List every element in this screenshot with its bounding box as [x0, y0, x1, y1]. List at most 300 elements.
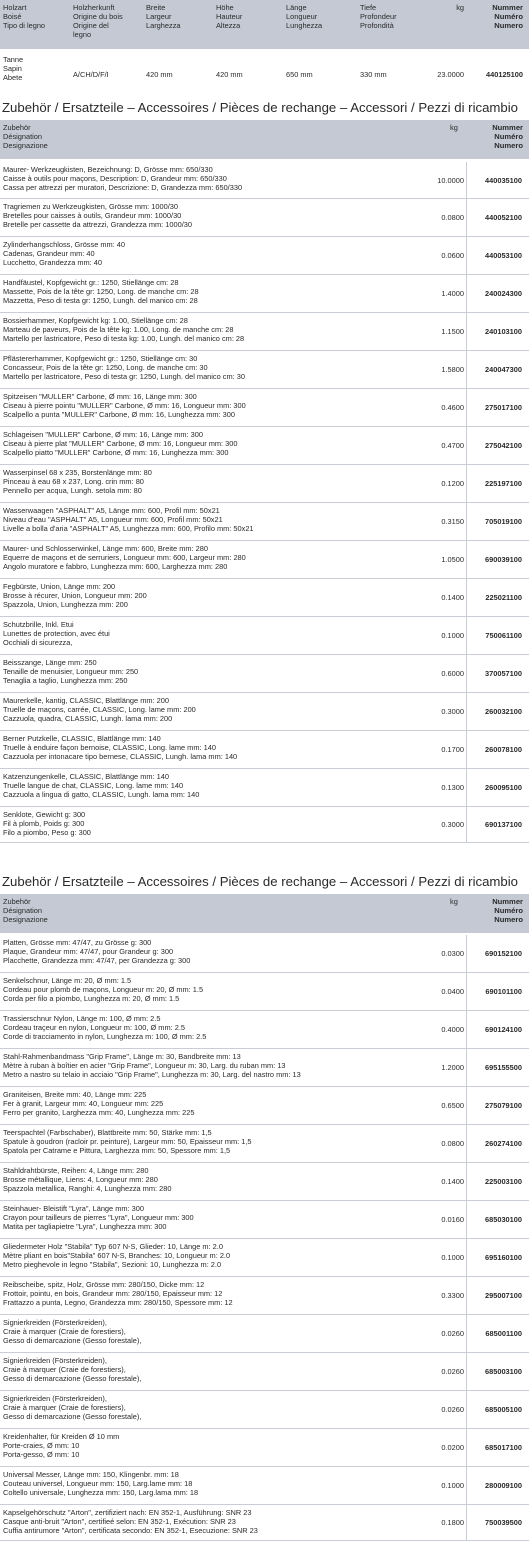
description-line: Truelle à enduire façon bernoise, CLASSIC, Long. lame mm: 140 — [3, 743, 216, 753]
description-line: Bretelle per cassette da attrezzi, Grandezza mm: 1000/30 — [3, 220, 192, 230]
header-width — [146, 3, 216, 49]
column-divider — [466, 973, 467, 1010]
description-line: Signierkreiden (Försterkreiden), — [3, 1394, 107, 1403]
item-description — [3, 165, 421, 192]
wood-type — [3, 52, 73, 93]
header-text: Hauteur — [216, 12, 243, 22]
description-line: Signierkreiden (Försterkreiden), — [3, 1318, 107, 1327]
description-line: Signierkreiden (Försterkreiden), — [3, 1356, 107, 1365]
description-line: Tenaille de menuisier, Longueur mm: 250 — [3, 667, 139, 677]
item-number: 275079100 — [485, 1101, 522, 1110]
table-row — [0, 579, 529, 617]
item-weight: 0.4600 — [441, 403, 464, 412]
item-weight: 0.0260 — [441, 1405, 464, 1414]
description-line: Plaque, Grandeur mm: 47/47, pour Grandeur g: 300 — [3, 947, 174, 957]
item-weight: 0.4000 — [441, 1025, 464, 1034]
description-line: Universal Messer, Länge mm: 150, Klingenbr. mm: 18 — [3, 1470, 179, 1479]
product-row — [0, 49, 529, 93]
item-description — [3, 734, 421, 761]
item-description — [3, 468, 421, 495]
table-row — [0, 1391, 529, 1429]
item-weight: 0.6000 — [441, 669, 464, 678]
table-row — [0, 313, 529, 351]
table-row — [0, 655, 529, 693]
product-table-header — [0, 0, 529, 49]
depth-value: 330 mm — [360, 70, 387, 79]
item-description — [3, 1128, 421, 1155]
item-number: 690124100 — [485, 1025, 522, 1034]
description-line: Filo a piombo, Peso g: 300 — [3, 828, 91, 838]
item-description — [3, 544, 421, 571]
product-table — [0, 0, 529, 93]
item-description — [3, 1394, 421, 1421]
item-number: 440053100 — [485, 251, 522, 260]
header-wood-type — [3, 3, 73, 49]
header-length — [286, 3, 360, 49]
description-line: Concasseur, Pois de la tête gr: 1250, Long. de manche cm: 30 — [3, 363, 208, 373]
item-number: 750039500 — [485, 1518, 522, 1527]
column-divider — [466, 199, 467, 236]
header-number — [492, 123, 523, 150]
description-line: Kapselgehörschutz "Arton", zertifiziert nach: EN 352-1, Ausführung: SNR 23 — [3, 1508, 252, 1517]
item-number: 685005100 — [485, 1405, 522, 1414]
header-text: Holzart — [3, 3, 27, 12]
header-text: Longueur — [286, 12, 318, 22]
description-line: Steinhauer- Bleistift "Lyra", Länge mm: 300 — [3, 1204, 144, 1213]
item-description — [3, 976, 421, 1003]
item-number: 260095100 — [485, 783, 522, 792]
item-weight: 1.5800 — [441, 365, 464, 374]
table-row — [0, 693, 529, 731]
description-line: Porte-craies, Ø mm: 10 — [3, 1441, 80, 1451]
item-weight: 0.3000 — [441, 820, 464, 829]
kg-value: 23.0000 — [437, 70, 464, 79]
item-description — [3, 1508, 421, 1535]
item-weight: 0.1400 — [441, 1177, 464, 1186]
header-text: Origine du bois — [73, 12, 123, 22]
header-text: Holzherkunft — [73, 3, 115, 12]
description-line: Massette, Pois de la tête gr: 1250, Long. de manche cm: 28 — [3, 287, 199, 297]
table-row — [0, 275, 529, 313]
column-divider — [466, 351, 467, 388]
description-line: Maurerkelle, kantig, CLASSIC, Blattlänge mm: 200 — [3, 696, 169, 705]
header-text: Lunghezza — [286, 21, 323, 31]
header-kg: kg — [450, 123, 458, 132]
item-description — [3, 278, 421, 305]
header-text: Profondità — [360, 21, 394, 31]
description-line: Fegbürste, Union, Länge mm: 200 — [3, 582, 116, 591]
item-weight: 0.0800 — [441, 1139, 464, 1148]
description-line: Martello per lastricatore, Peso di testa kg: 1.00, Lungh. del manico cm: 28 — [3, 334, 245, 344]
item-description — [3, 1052, 421, 1079]
description-line: Lunettes de protection, avec étui — [3, 629, 110, 639]
header-text: Larghezza — [146, 21, 181, 31]
description-line: Gliedermeter Holz "Stabila" Typ 607 N-S, Glieder: 10, Länge m: 2.0 — [3, 1242, 223, 1251]
header-text: Numero — [494, 141, 523, 151]
item-number: 685017100 — [485, 1443, 522, 1452]
column-divider — [466, 1087, 467, 1124]
item-description — [3, 1470, 421, 1497]
column-divider — [466, 579, 467, 616]
table-row — [0, 541, 529, 579]
item-number: 240103100 — [485, 327, 522, 336]
table-row — [0, 1011, 529, 1049]
header-text: Tiefe — [360, 3, 377, 12]
header-text: Designazione — [3, 141, 48, 151]
header-text: Designazione — [3, 915, 48, 925]
description-line: Tenaglia a taglio, Lunghezza mm: 250 — [3, 676, 128, 686]
header-text: Nummer — [492, 3, 523, 12]
wood-name: Abete — [3, 73, 23, 83]
product-number: 440125100 — [486, 70, 523, 79]
column-divider — [466, 1049, 467, 1086]
description-line: Craie à marquer (Craie de forestiers), — [3, 1327, 126, 1337]
table-row — [0, 769, 529, 807]
item-weight: 1.4000 — [441, 289, 464, 298]
description-line: Cordeau traçeur en nylon, Longueur m: 100, Ø mm: 2.5 — [3, 1023, 185, 1033]
description-line: Ciseau à pierre pointu "MULLER" Carbone, Ø mm: 16, Longueur mm: 300 — [3, 401, 246, 411]
header-designation — [3, 123, 48, 150]
header-text: Largeur — [146, 12, 172, 22]
column-divider — [466, 935, 467, 972]
height-value: 420 mm — [216, 70, 243, 79]
item-number: 275042100 — [485, 441, 522, 450]
table-row — [0, 389, 529, 427]
item-number: 260032100 — [485, 707, 522, 716]
item-description — [3, 810, 421, 837]
description-line: Zylinderhangschloss, Grösse mm: 40 — [3, 240, 125, 249]
description-line: Frottoir, pointu, en bois, Grandeur mm: 280/150, Epaisseur mm: 12 — [3, 1289, 223, 1299]
table-row — [0, 1201, 529, 1239]
description-line: Brosse métallique, Liens: 4, Longueur mm: 280 — [3, 1175, 158, 1185]
table-row — [0, 237, 529, 275]
column-divider — [466, 465, 467, 502]
table-row — [0, 1429, 529, 1467]
description-line: Trassierschnur Nylon, Länge m: 100, Ø mm: 2.5 — [3, 1014, 161, 1023]
header-wood-origin — [73, 3, 146, 49]
description-line: Gesso di demarcazione (Gesso forestale), — [3, 1412, 142, 1422]
description-line: Marteau de paveurs, Pois de la tête kg: 1.00, Long. de manche cm: 28 — [3, 325, 234, 335]
description-line: Katzenzungenkelle, CLASSIC, Blattlänge mm: 140 — [3, 772, 169, 781]
wood-origin: A/CH/D/F/I — [73, 70, 109, 79]
column-divider — [466, 162, 467, 198]
description-line: Truelle de maçons, carrée, CLASSIC, Long. lame mm: 200 — [3, 705, 196, 715]
table-row — [0, 1239, 529, 1277]
accessories-table-header — [0, 120, 529, 159]
table-row — [0, 973, 529, 1011]
description-line: Caisse à outils pour maçons, Description: D, Grandeur mm: 650/330 — [3, 174, 227, 184]
description-line: Fer à granit, Largeur mm: 40, Longueur mm: 225 — [3, 1099, 164, 1109]
column-divider — [466, 655, 467, 692]
description-line: Teerspachtel (Farbschaber), Blattbreite mm: 50, Stärke mm: 1,5 — [3, 1128, 212, 1137]
item-description — [3, 1432, 421, 1459]
item-weight: 0.1000 — [441, 1481, 464, 1490]
description-line: Kreidenhalter, für Kreiden Ø 10 mm — [3, 1432, 120, 1441]
item-number: 690101100 — [485, 987, 522, 996]
item-description — [3, 1242, 421, 1269]
column-divider — [466, 313, 467, 350]
item-description — [3, 1014, 421, 1041]
item-description — [3, 938, 421, 965]
header-kg: kg — [450, 897, 458, 906]
item-number: 440035100 — [485, 176, 522, 185]
table-row — [0, 1163, 529, 1201]
table-row — [0, 199, 529, 237]
item-description — [3, 506, 421, 533]
description-line: Tragriemen zu Werkzeugkisten, Grösse mm: 1000/30 — [3, 202, 178, 211]
item-number: 690137100 — [485, 820, 522, 829]
column-divider — [466, 237, 467, 274]
header-number — [468, 3, 529, 49]
item-description — [3, 658, 421, 685]
table-row — [0, 1315, 529, 1353]
item-weight: 0.0400 — [441, 987, 464, 996]
item-number: 260274100 — [485, 1139, 522, 1148]
accessories-table-header — [0, 894, 529, 933]
description-line: Reibscheibe, spitz, Holz, Grösse mm: 280/150, Dicke mm: 12 — [3, 1280, 205, 1289]
column-divider — [466, 807, 467, 842]
item-description — [3, 582, 421, 609]
item-description — [3, 392, 421, 419]
table-row — [0, 1087, 529, 1125]
description-line: Mètre à ruban à boîtier en acier "Grip Frame", Longueur m: 30, Larg. du ruban mm: 13 — [3, 1061, 286, 1071]
item-weight: 10.0000 — [437, 176, 464, 185]
description-line: Scalpello piatto "MULLER" Carbone, Ø mm: 16, Lunghezza mm: 300 — [3, 448, 229, 458]
description-line: Coltello universale, Lunghezza mm: 150, Larg.lama mm: 18 — [3, 1488, 199, 1498]
item-weight: 0.3300 — [441, 1291, 464, 1300]
item-number: 690152100 — [485, 949, 522, 958]
description-line: Scalpello a punta "MULLER" Carbone, Ø mm: 16, Lunghezza mm: 300 — [3, 410, 236, 420]
item-weight: 0.0600 — [441, 251, 464, 260]
item-number: 695160100 — [485, 1253, 522, 1262]
item-description — [3, 430, 421, 457]
description-line: Maurer- Werkzeugkisten, Bezeichnung: D, Grösse mm: 650/330 — [3, 165, 213, 174]
table-row — [0, 731, 529, 769]
column-divider — [466, 275, 467, 312]
item-number: 225021100 — [485, 593, 522, 602]
description-line: Wasserpinsel 68 x 235, Borstenlänge mm: 80 — [3, 468, 152, 477]
item-description — [3, 1280, 421, 1307]
item-description — [3, 772, 421, 799]
item-weight: 0.1700 — [441, 745, 464, 754]
item-number: 240024300 — [485, 289, 522, 298]
item-description — [3, 316, 421, 343]
description-line: Livelle a bolla d'aria "ASPHALT" A5, Lunghezza mm: 600, Profilo mm: 50x21 — [3, 524, 254, 534]
section-title: Zubehör / Ersatzteile – Accessoires / Pièces de rechange – Accessori / Pezzi di ricambio — [2, 100, 519, 115]
header-text: Nummer — [492, 123, 523, 132]
description-line: Pflästererhammer, Kopfgewicht gr.: 1250, Stiellänge cm: 30 — [3, 354, 198, 363]
description-line: Platten, Grösse mm: 47/47, zu Grösse g: 300 — [3, 938, 152, 947]
header-text: Numéro — [494, 906, 523, 916]
description-line: Corda per filo a piombo, Lunghezza m: 20, Ø mm: 1.5 — [3, 994, 180, 1004]
item-weight: 0.1000 — [441, 631, 464, 640]
column-divider — [466, 541, 467, 578]
description-line: Cazzuola per intonacare tipo bernese, CLASSIC, Lungh. lama mm: 140 — [3, 752, 238, 762]
header-depth — [360, 3, 418, 49]
header-text: Désignation — [3, 132, 43, 142]
item-number: 685001100 — [485, 1329, 522, 1338]
header-text: Zubehör — [3, 123, 31, 132]
item-description — [3, 620, 421, 647]
item-number: 440052100 — [485, 213, 522, 222]
column-divider — [466, 1277, 467, 1314]
description-line: Corde di tracciamento in nylon, Lunghezza m: 100, Ø mm: 2.5 — [3, 1032, 207, 1042]
description-line: Bossierhammer, Kopfgewicht kg: 1.00, Stiellänge cm: 28 — [3, 316, 188, 325]
description-line: Martello per lastricatore, Peso di testa gr: 1250, Lungh. del manico cm: 30 — [3, 372, 245, 382]
item-weight: 0.1200 — [441, 479, 464, 488]
description-line: Angolo muratore e fabbro, Lunghezza mm: 600, Larghezza mm: 280 — [3, 562, 228, 572]
description-line: Pinceau à eau 68 x 237, Long. crin mm: 80 — [3, 477, 144, 487]
header-text: Altezza — [216, 21, 241, 31]
item-number: 295007100 — [485, 1291, 522, 1300]
table-row — [0, 1277, 529, 1315]
header-height — [216, 3, 286, 49]
item-weight: 0.0260 — [441, 1367, 464, 1376]
description-line: Equerre de maçons et de serruriers, Longueur mm: 600, Largeur mm: 280 — [3, 553, 246, 563]
description-line: Spatola per Catrame e Pittura, Larghezza mm: 50, Spessore mm: 1,5 — [3, 1146, 231, 1156]
header-text: Länge — [286, 3, 307, 12]
item-weight: 0.4700 — [441, 441, 464, 450]
table-row — [0, 427, 529, 465]
description-line: Graniteisen, Breite mm: 40, Länge mm: 225 — [3, 1090, 147, 1099]
header-text: Numero — [494, 21, 523, 31]
description-line: Fil à plomb, Poids g: 300 — [3, 819, 85, 829]
item-weight: 0.0260 — [441, 1329, 464, 1338]
table-row — [0, 807, 529, 843]
description-line: Ciseau à pierre plat "MULLER" Carbone, Ø mm: 16, Longueur mm: 300 — [3, 439, 238, 449]
item-weight: 1.1500 — [441, 327, 464, 336]
description-line: Cassa per attrezzi per muratori, Descrizione: D, Grandezza mm: 650/330 — [3, 183, 243, 193]
column-divider — [466, 693, 467, 730]
item-number: 695155500 — [485, 1063, 522, 1072]
header-kg — [418, 3, 468, 49]
description-line: Pennello per acqua, Lungh. setola mm: 80 — [3, 486, 142, 496]
description-line: Berner Putzkelle, CLASSIC, Blattlänge mm: 140 — [3, 734, 161, 743]
description-line: Craie à marquer (Craie de forestiers), — [3, 1403, 126, 1413]
header-text: Désignation — [3, 906, 43, 916]
width-value: 420 mm — [146, 70, 173, 79]
item-weight: 1.2000 — [441, 1063, 464, 1072]
column-divider — [466, 769, 467, 806]
description-line: Gesso di demarcazione (Gesso forestale), — [3, 1374, 142, 1384]
description-line: Wasserwaagen "ASPHALT" A5, Länge mm: 600, Profil mm: 50x21 — [3, 506, 220, 515]
description-line: Porta-gesso, Ø mm: 10 — [3, 1450, 80, 1460]
table-row — [0, 935, 529, 973]
header-text: kg — [456, 3, 464, 12]
header-text: Numéro — [494, 132, 523, 142]
header-text: Höhe — [216, 3, 234, 12]
table-row — [0, 1125, 529, 1163]
item-number: 705019100 — [485, 517, 522, 526]
description-line: Maurer- und Schlosserwinkel, Länge mm: 600, Breite mm: 280 — [3, 544, 208, 553]
item-weight: 0.0300 — [441, 949, 464, 958]
description-line: Schutzbrille, Inkl. Etui — [3, 620, 74, 629]
description-line: Casque anti-bruit "Arton", certifieé selon: EN 352-1, Exécution: SNR 23 — [3, 1517, 236, 1527]
description-line: Spitzeisen "MULLER" Carbone, Ø mm: 16, Länge mm: 300 — [3, 392, 197, 401]
table-row — [0, 503, 529, 541]
wood-name: Tanne — [3, 55, 24, 64]
description-line: Occhiali di sicurezza, — [3, 638, 73, 648]
item-weight: 0.0800 — [441, 213, 464, 222]
header-number — [492, 897, 523, 924]
header-text: Nummer — [492, 897, 523, 906]
table-row — [0, 465, 529, 503]
item-description — [3, 354, 421, 381]
table-row — [0, 617, 529, 655]
description-line: Mazzetta, Peso di testa gr: 1250, Lungh. del manico cm: 28 — [3, 296, 198, 306]
description-line: Gesso di demarcazione (Gesso forestale), — [3, 1336, 142, 1346]
header-text: Tipo di legno — [3, 21, 46, 31]
item-number: 225003100 — [485, 1177, 522, 1186]
item-description — [3, 696, 421, 723]
item-number: 685003100 — [485, 1367, 522, 1376]
column-divider — [466, 1163, 467, 1200]
description-line: Niveau d'eau "ASPHALT" A5, Longueur mm: 600, Profil mm: 50x21 — [3, 515, 223, 525]
header-text: Profondeur — [360, 12, 397, 22]
item-number: 690039100 — [485, 555, 522, 564]
column-divider — [466, 731, 467, 768]
column-divider — [466, 427, 467, 464]
item-description — [3, 1318, 421, 1345]
length-value: 650 mm — [286, 70, 313, 79]
column-divider — [466, 1011, 467, 1048]
item-description — [3, 1166, 421, 1193]
wood-name: Sapin — [3, 64, 22, 74]
description-line: Placchette, Grandezza mm: 47/47, per Grandezza g: 300 — [3, 956, 191, 966]
description-line: Stahl-Rahmenbandmass "Grip Frame", Länge m: 30, Bandbreite mm: 13 — [3, 1052, 241, 1061]
description-line: Cordeau pour plomb de maçons, Longueur m: 20, Ø mm: 1.5 — [3, 985, 204, 995]
item-weight: 0.1300 — [441, 783, 464, 792]
table-row — [0, 1505, 529, 1541]
header-text: Numéro — [494, 12, 523, 22]
description-line: Spazzola metallica, Ranghi: 4, Lunghezza mm: 280 — [3, 1184, 172, 1194]
item-number: 240047300 — [485, 365, 522, 374]
description-line: Cuffia antirumore "Arton", certificata secondo: EN 352-1, Esecuzione: SNR 23 — [3, 1526, 258, 1536]
description-line: Ferro per granito, Larghezza mm: 40, Lunghezza mm: 225 — [3, 1108, 195, 1118]
description-line: Cadenas, Grandeur mm: 40 — [3, 249, 95, 259]
column-divider — [466, 1467, 467, 1504]
description-line: Bretelles pour caisses à outils, Grandeur mm: 1000/30 — [3, 211, 182, 221]
table-row — [0, 1467, 529, 1505]
header-text: Numero — [494, 915, 523, 925]
item-number: 275017100 — [485, 403, 522, 412]
item-weight: 1.0500 — [441, 555, 464, 564]
item-description — [3, 1204, 421, 1231]
item-weight: 0.0160 — [441, 1215, 464, 1224]
item-number: 280009100 — [485, 1481, 522, 1490]
column-divider — [466, 1429, 467, 1466]
description-line: Lucchetto, Grandezza mm: 40 — [3, 258, 103, 268]
description-line: Spazzola, Union, Lunghezza mm: 200 — [3, 600, 128, 610]
item-number: 370057100 — [485, 669, 522, 678]
description-line: Frattazzo a punta, Legno, Grandezza mm: 280/150, Spessore mm: 12 — [3, 1298, 233, 1308]
item-description — [3, 1356, 421, 1383]
column-divider — [466, 1505, 467, 1540]
description-line: Senklote, Gewicht g: 300 — [3, 810, 86, 819]
item-weight: 0.1000 — [441, 1253, 464, 1262]
description-line: Metro pieghevole in legno "Stabila", Sezioni: 10, Lunghezza m: 2.0 — [3, 1260, 222, 1270]
description-line: Craie à marquer (Craie de forestiers), — [3, 1365, 126, 1375]
column-divider — [466, 1125, 467, 1162]
column-divider — [466, 1391, 467, 1428]
item-description — [3, 1090, 421, 1117]
column-divider — [466, 1315, 467, 1352]
table-row — [0, 1049, 529, 1087]
header-text: Origine del — [73, 21, 109, 31]
description-line: Crayon pour tailleurs de pierres "Lyra", Longueur mm: 300 — [3, 1213, 194, 1223]
item-weight: 0.1800 — [441, 1518, 464, 1527]
description-line: Metro a nastro su telaio in acciaio "Grip Frame", Lunghezza m: 30, Larg. del nastro mm: 13 — [3, 1070, 301, 1080]
